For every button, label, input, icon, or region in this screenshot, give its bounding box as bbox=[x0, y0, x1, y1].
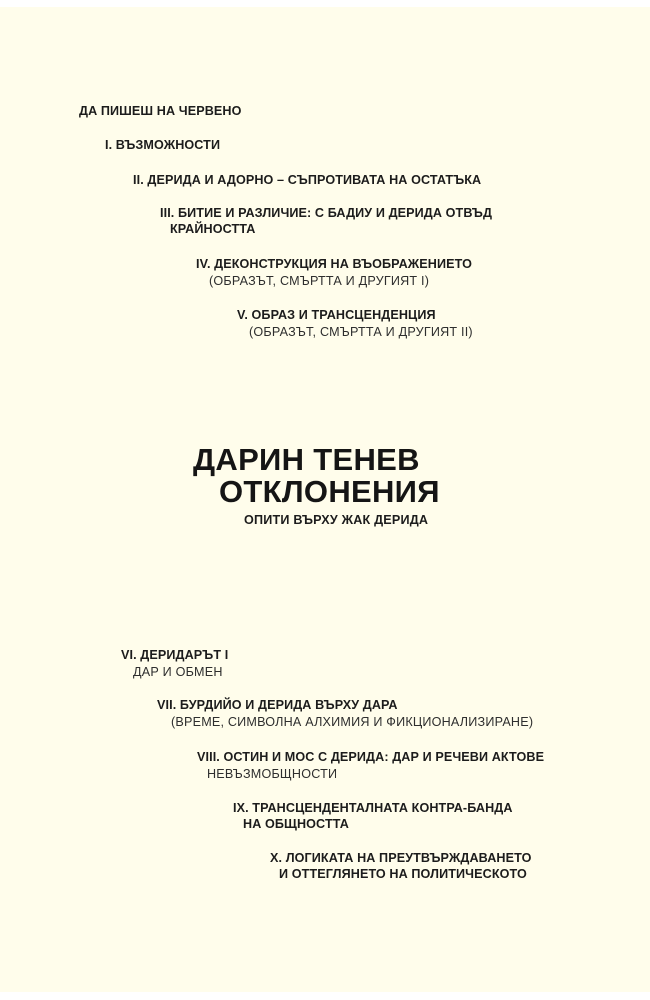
chapter-6-subtitle: ДАР И ОБМЕН bbox=[133, 665, 223, 679]
chapter-8-title: VIII. ОСТИН И МОС С ДЕРИДА: ДАР И РЕЧЕВИ АКТОВЕ bbox=[197, 750, 545, 764]
chapter-8-subtitle: НЕВЪЗМОБЩНОСТИ bbox=[207, 767, 338, 781]
series-title: ДА ПИШЕШ НА ЧЕРВЕНО bbox=[79, 104, 242, 118]
chapter-4-subtitle: (ОБРАЗЪТ, СМЪРТТА И ДРУГИЯТ I) bbox=[209, 274, 430, 288]
chapter-5-title: V. ОБРАЗ И ТРАНСЦЕНДЕНЦИЯ bbox=[237, 308, 436, 322]
book-author: ДАРИН ТЕНЕВ bbox=[193, 442, 420, 477]
chapter-9-title-continuation: НА ОБЩНОСТТА bbox=[243, 817, 349, 831]
chapter-5-subtitle: (ОБРАЗЪТ, СМЪРТТА И ДРУГИЯТ II) bbox=[249, 325, 473, 339]
chapter-3-title-continuation: КРАЙНОСТТА bbox=[170, 222, 256, 236]
chapter-10-title-continuation: И ОТТЕГЛЯНЕТО НА ПОЛИТИЧЕСКОТО bbox=[279, 867, 527, 881]
chapter-10-title: X. ЛОГИКАТА НА ПРЕУТВЪРЖДАВАНЕТО bbox=[270, 851, 532, 865]
chapter-9-title: IX. ТРАНСЦЕНДЕНТАЛНАТА КОНТРА-БАНДА bbox=[233, 801, 513, 815]
chapter-7-subtitle: (ВРЕМЕ, СИМВОЛНА АЛХИМИЯ И ФИКЦИОНАЛИЗИРАНЕ) bbox=[171, 715, 534, 729]
chapter-4-title: IV. ДЕКОНСТРУКЦИЯ НА ВЪОБРАЖЕНИЕТО bbox=[196, 257, 472, 271]
chapter-1-title: I. ВЪЗМОЖНОСТИ bbox=[105, 138, 221, 152]
book-contents-page bbox=[0, 7, 650, 992]
book-subtitle: ОПИТИ ВЪРХУ ЖАК ДЕРИДА bbox=[244, 513, 429, 527]
chapter-2-title: II. ДЕРИДА И АДОРНО – СЪПРОТИВАТА НА ОСТАТЪКА bbox=[133, 173, 482, 187]
chapter-3-title: III. БИТИЕ И РАЗЛИЧИЕ: С БАДИУ И ДЕРИДА ОТВЪД bbox=[160, 206, 493, 220]
book-title: ОТКЛОНЕНИЯ bbox=[219, 474, 440, 509]
chapter-7-title: VII. БУРДИЙО И ДЕРИДА ВЪРХУ ДАРА bbox=[157, 698, 398, 712]
chapter-6-title: VI. ДЕРИДАРЪТ I bbox=[121, 648, 229, 662]
